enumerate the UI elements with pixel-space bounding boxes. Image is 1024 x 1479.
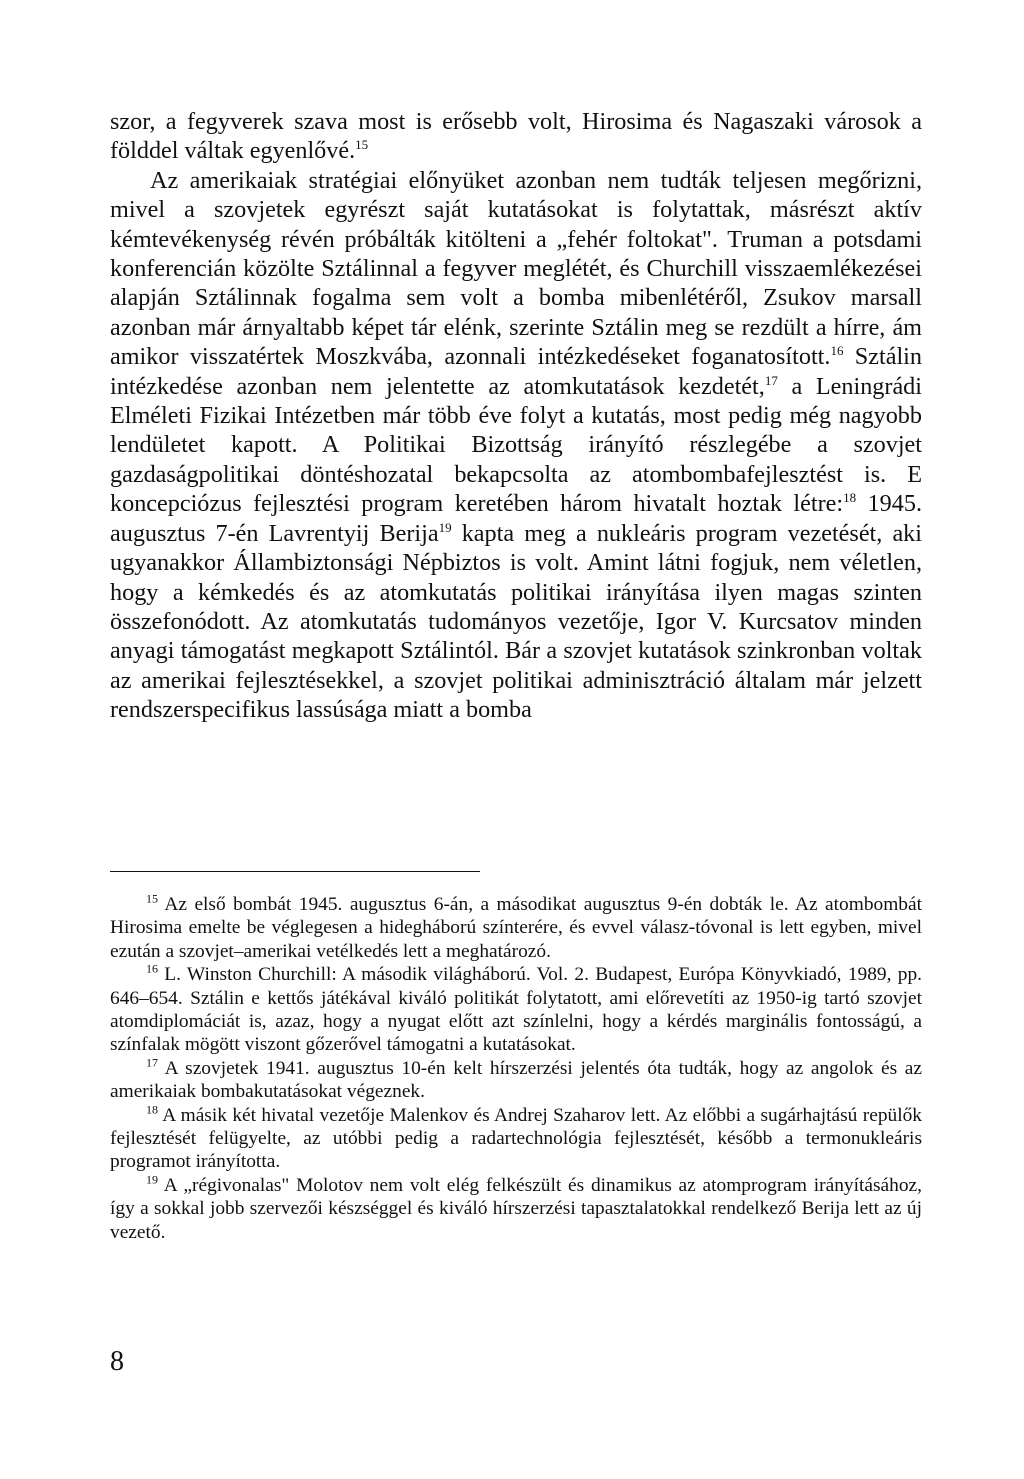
footnote (110, 1057, 922, 1104)
footnote (110, 1104, 922, 1174)
footnote-number: 19 (146, 1172, 158, 1187)
page-number: 8 (110, 1346, 124, 1377)
paragraph-text: Sztálin intézkedése azonban nem jelentette az atomkutatások kezdetét, (110, 343, 922, 400)
footnote-number: 17 (146, 1055, 158, 1070)
footnote-text: L. Winston Churchill: A második világháború. Vol. 2. Budapest, Európa Könyvkiadó, 1989, pp. 646–654. Sztálin e kettős játékával kiváló politikát folytatott, ami előrevetíti az 1950-ig tartó szovjet atomdiplomáciát is, azaz, hogy a nyugat előtt azt színlelni, hogy a kérdés marginális fontosságú, a színfalak mögött viszont gőzerővel támogatni a kutatásokat. (110, 964, 922, 1056)
body-text (110, 107, 922, 725)
footnote-reference: 18 (843, 490, 857, 506)
footnote-reference: 17 (764, 372, 778, 388)
footnote (110, 963, 922, 1057)
footnote (110, 893, 922, 963)
footnote-text: Az első bombát 1945. augusztus 6-án, a másodikat augusztus 9-én dobták le. Az atombombát Hirosima emelte be véglegesen a hidegháború színterére, és evvel válasz-tóvonal is lett egyben, mivel ezután a szovjet–amerikai vetélkedés lett a meghatározó. (110, 894, 922, 962)
footnote (110, 1174, 922, 1244)
footnote-reference: 15 (355, 137, 369, 153)
paragraph-text: kapta meg a nukleáris program vezetését, aki ugyanakkor Állambiztonsági Népbiztos is volt. Amint látni fogjuk, nem véletlen, hogy a kémkedés és az atomkutatás politikai irányítása ilyen magas szinten összefonódott. Az atomkutatás tudományos vezetője, Igor V. Kurcsatov minden anyagi támogatást megkapott Sztálintól. Bár a szovjet kutatások szinkronban voltak az amerikai fejlesztésekkel, a szovjet politikai adminisztráció általam már jelzett rendszerspecifikus lassúsága miatt a bomba (110, 519, 922, 724)
footnote-separator (110, 871, 480, 872)
footnote-reference: 16 (830, 343, 844, 359)
paragraph (110, 166, 922, 725)
footnote-number: 15 (146, 891, 158, 906)
footnote-number: 16 (146, 961, 158, 976)
footnotes (110, 893, 922, 1244)
footnote-text: A másik két hivatal vezetője Malenkov és Andrej Szaharov lett. Az előbbi a sugárhajtású repülők fejlesztését felügyelte, az utóbbi pedig a radartechnológia fejlesztését, később a termonukleáris programot irányította. (110, 1104, 922, 1173)
paragraph-text: 1945. augusztus 7-én Lavrentyij Berija (110, 490, 922, 547)
footnote-text: A szovjetek 1941. augusztus 10-én kelt hírszerzési jelentés óta tudták, hogy az angolok és az amerikaiak bombakutatásokat végeznek. (110, 1057, 922, 1103)
footnote-reference: 19 (438, 519, 452, 535)
paragraph-continued (110, 107, 922, 166)
paragraph-text: a Leningrádi Elméleti Fizikai Intézetben már több éve folyt a kutatás, most pedig még nagyobb lendületet kapott. A Politikai Bizottság irányító részlegébe a szovjet gazdaságpolitikai döntéshozatal bekapcsolta az atombombafejlesztést is. E koncepciózus fejlesztési program keretében három hivatalt hoztak létre: (110, 372, 922, 518)
paragraph-text: Az amerikaiak stratégiai előnyüket azonban nem tudták teljesen megőrizni, mivel a szovjetek egyrészt saját kutatásokat is folytattak, másrészt aktív kémtevékenység révén próbálták kitölteni a „fehér foltokat". Truman a potsdami konferencián közölte Sztálinnal a fegyver meglétét, és Churchill visszaemlékezései alapján Sztálinnak fogalma sem volt a bomba mibenlétéről, Zsukov marsall azonban már árnyaltabb képet tár elénk, szerinte Sztálin meg se rezdült a hírre, ám amikor visszatértek Moszkvába, azonnali intézkedéseket foganatosított. (110, 166, 922, 371)
footnote-text: A „régivonalas" Molotov nem volt elég felkészült és dinamikus az atomprogram irányításához, így a sokkal jobb szervezői készséggel és kiváló hírszerzési tapasztalatokkal rendelkező Berija lett az új vezető. (110, 1174, 922, 1243)
paragraph-text: szor, a fegyverek szava most is erősebb volt, Hirosima és Nagaszaki városok a földdel váltak egyenlővé. (110, 108, 922, 165)
footnote-number: 18 (146, 1102, 158, 1117)
